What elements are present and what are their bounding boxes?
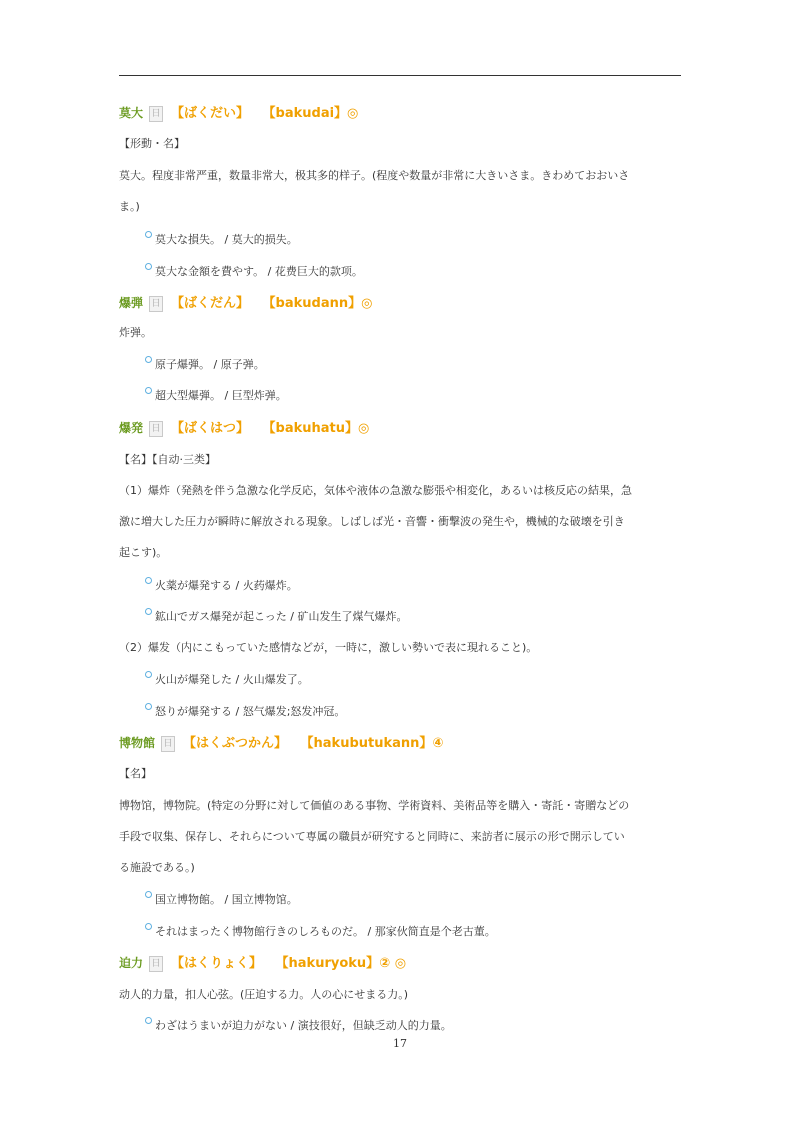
bullet-icon bbox=[145, 671, 152, 678]
entry-heading bbox=[119, 294, 372, 313]
example-item bbox=[145, 389, 287, 403]
headword: 爆弾 bbox=[119, 296, 144, 310]
romaji-reading: 【bakudai】◎ bbox=[269, 106, 359, 121]
bullet-icon bbox=[145, 923, 152, 930]
part-of-speech: 【形動・名】 bbox=[119, 137, 185, 150]
example-text: 超大型爆弾。 / 巨型炸弹。 bbox=[155, 389, 287, 402]
header-rule bbox=[119, 75, 681, 76]
romaji-reading: 【bakuhatu】◎ bbox=[269, 421, 370, 436]
example-item bbox=[145, 265, 363, 279]
entry-heading bbox=[119, 954, 406, 973]
example-text: 火薬が爆発する / 火药爆炸。 bbox=[155, 579, 298, 592]
bullet-icon bbox=[145, 891, 152, 898]
japanese-icon: 日 bbox=[149, 421, 163, 437]
example-text: 国立博物館。 / 国立博物馆。 bbox=[155, 893, 298, 906]
entry-heading bbox=[119, 104, 358, 123]
japanese-icon: 日 bbox=[149, 296, 163, 312]
japanese-icon: 日 bbox=[149, 106, 163, 122]
part-of-speech: 【名】 bbox=[119, 767, 152, 780]
sense-line: （2）爆发（内にこもっていた感情などが，一時に，激しい勢いで表に現れること)。 bbox=[119, 641, 538, 654]
romaji-reading: 【bakudann】◎ bbox=[269, 296, 373, 311]
example-item bbox=[145, 925, 496, 939]
example-text: わざはうまいが迫力がない / 演技很好，但缺乏动人的力量。 bbox=[155, 1019, 452, 1032]
romaji-reading: 【hakubutukann】④ bbox=[307, 736, 444, 751]
definition-line: ま。) bbox=[119, 200, 140, 213]
example-item bbox=[145, 610, 407, 624]
japanese-icon: 日 bbox=[161, 736, 175, 752]
example-text: 火山が爆発した / 火山爆发了。 bbox=[155, 673, 309, 686]
kana-reading: 【はくぶつかん】 bbox=[183, 736, 288, 751]
definition-line: 莫大。程度非常严重，数量非常大，极其多的样子。(程度や数量が非常に大きいさま。きわめておおいさ bbox=[119, 169, 630, 182]
bullet-icon bbox=[145, 703, 152, 710]
example-text: 莫大な損失。 / 莫大的损失。 bbox=[155, 233, 298, 246]
definition-line: 博物馆，博物院。(特定の分野に対して価値のある事物、学術資料、美術品等を購入・寄託・寄贈などの bbox=[119, 799, 630, 812]
definition-line: 手段で収集、保存し、それらについて専属の職員が研究すると同時に、来訪者に展示の形で開示してい bbox=[119, 830, 625, 843]
definition-line: 炸弹。 bbox=[119, 326, 152, 339]
example-text: それはまったく博物館行きのしろものだ。 / 那家伙简直是个老古董。 bbox=[155, 925, 496, 938]
headword: 博物館 bbox=[119, 736, 156, 750]
kana-reading: 【はくりょく】 bbox=[171, 956, 263, 971]
example-item bbox=[145, 233, 298, 247]
entry-heading bbox=[119, 419, 369, 438]
sense-line: 激に増大した圧力が瞬時に解放される現象。しばしば光・音響・衝撃波の発生や，機械的な破壊を引き bbox=[119, 515, 625, 528]
example-item bbox=[145, 893, 298, 907]
headword: 莫大 bbox=[119, 106, 144, 120]
example-item bbox=[145, 705, 345, 719]
headword: 迫力 bbox=[119, 956, 144, 970]
bullet-icon bbox=[145, 1017, 152, 1024]
headword: 爆発 bbox=[119, 421, 144, 435]
definition-line: 动人的力量，扣人心弦。(圧迫する力。人の心にせまる力。) bbox=[119, 988, 409, 1001]
sense-line: （1）爆炸（発熱を伴う急激な化学反応，気体や液体の急激な膨張や相変化，あるいは核反応の結果，急 bbox=[119, 484, 632, 497]
example-item bbox=[145, 579, 298, 593]
part-of-speech: 【名】【自动·三类】 bbox=[119, 453, 216, 466]
kana-reading: 【ばくだん】 bbox=[171, 296, 250, 311]
example-text: 怒りが爆発する / 怒气爆发;怒发冲冠。 bbox=[155, 705, 346, 718]
bullet-icon bbox=[145, 608, 152, 615]
definition-line: る施設である。) bbox=[119, 861, 195, 874]
bullet-icon bbox=[145, 356, 152, 363]
bullet-icon bbox=[145, 577, 152, 584]
example-item bbox=[145, 1019, 452, 1033]
example-item bbox=[145, 673, 309, 687]
example-text: 原子爆弾。 / 原子弹。 bbox=[155, 358, 265, 371]
bullet-icon bbox=[145, 263, 152, 270]
sense-line: 起こす)。 bbox=[119, 546, 168, 559]
bullet-icon bbox=[145, 231, 152, 238]
kana-reading: 【ばくはつ】 bbox=[171, 421, 250, 436]
kana-reading: 【ばくだい】 bbox=[171, 106, 250, 121]
bullet-icon bbox=[145, 387, 152, 394]
entry-heading bbox=[119, 734, 443, 753]
example-text: 莫大な金額を費やす。 / 花费巨大的款项。 bbox=[155, 265, 363, 278]
romaji-reading: 【hakuryoku】② ◎ bbox=[282, 956, 407, 971]
example-text: 鉱山でガス爆発が起こった / 矿山发生了煤气爆炸。 bbox=[155, 610, 408, 623]
example-item bbox=[145, 358, 265, 372]
japanese-icon: 日 bbox=[149, 956, 163, 972]
page-number: 17 bbox=[393, 1037, 407, 1050]
